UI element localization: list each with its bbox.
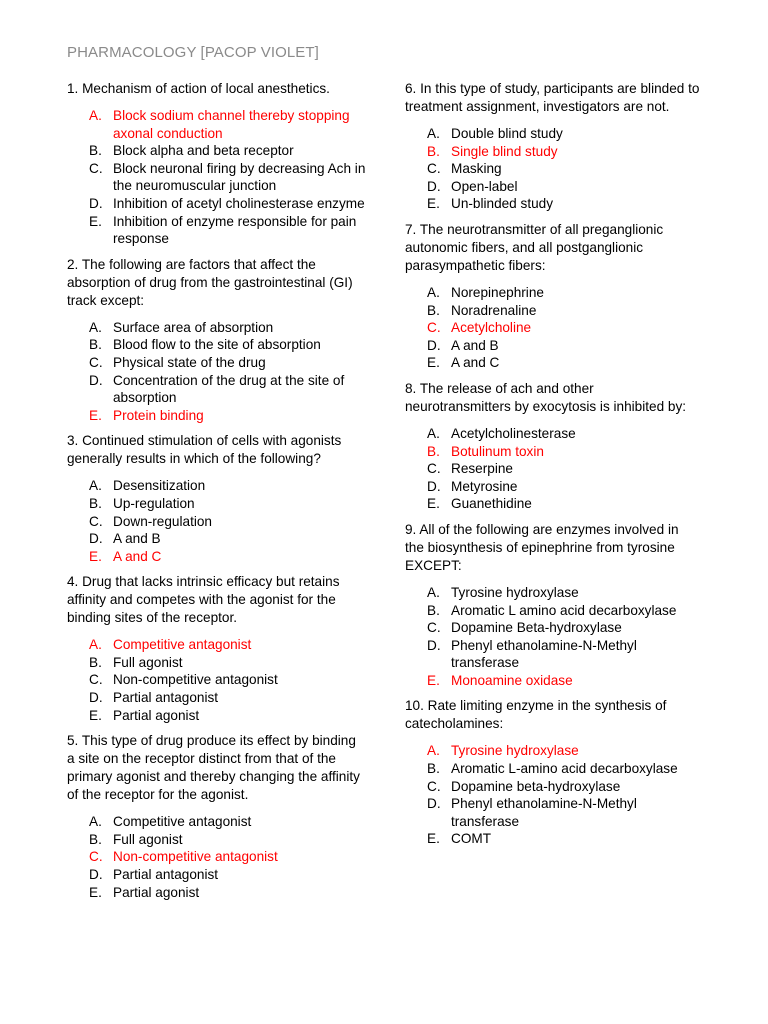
answer-option bbox=[405, 795, 701, 830]
question-text: 2. The following are factors that affect the absorption of drug from the gastrointestinal (GI) track except: bbox=[67, 256, 353, 308]
option-text: COMT bbox=[451, 831, 492, 847]
option-text: Inhibition of acetyl cholinesterase enzyme bbox=[113, 195, 365, 211]
question-block bbox=[405, 80, 701, 213]
option-letter: E. bbox=[89, 884, 102, 900]
option-text: Acetylcholine bbox=[451, 320, 532, 336]
answer-option bbox=[405, 125, 701, 143]
answer-option-correct bbox=[405, 443, 701, 461]
option-text: Block neuronal firing by decreasing Ach in the neuromuscular junction bbox=[113, 160, 366, 194]
answer-option bbox=[67, 513, 367, 531]
option-letter: E. bbox=[89, 213, 102, 229]
option-text: Down-regulation bbox=[113, 513, 212, 529]
answer-option bbox=[67, 213, 367, 248]
option-letter: B. bbox=[427, 143, 440, 159]
option-text: Desensitization bbox=[113, 478, 206, 494]
answer-option-correct bbox=[67, 107, 367, 142]
option-letter: A. bbox=[89, 319, 102, 335]
option-text: A and B bbox=[451, 337, 499, 353]
option-letter: C. bbox=[89, 672, 103, 688]
question-text: 5. This type of drug produce its effect by binding a site on the receptor distinct from that of the primary agonist and thereby changing the affinity of the receptor for the agonist. bbox=[67, 733, 360, 803]
option-text: Norepinephrine bbox=[451, 284, 544, 300]
answer-options bbox=[405, 584, 701, 690]
option-text: Blood flow to the site of absorption bbox=[113, 337, 321, 353]
option-letter: B. bbox=[427, 761, 440, 777]
option-text: Botulinum toxin bbox=[451, 443, 544, 459]
option-letter: A. bbox=[427, 284, 440, 300]
option-letter: B. bbox=[427, 302, 440, 318]
option-letter: A. bbox=[427, 126, 440, 141]
option-letter: C. bbox=[427, 320, 441, 336]
answer-option bbox=[405, 778, 701, 796]
answer-option bbox=[67, 354, 367, 372]
option-text: Open-label bbox=[451, 178, 518, 194]
question-block bbox=[67, 573, 367, 724]
option-letter: E. bbox=[89, 707, 102, 723]
answer-options bbox=[67, 636, 367, 724]
question-text: 9. All of the following are enzymes involved in the biosynthesis of epinephrine from tyrosine EXCEPT: bbox=[405, 521, 679, 573]
question-block bbox=[67, 80, 367, 248]
answer-option bbox=[405, 195, 701, 213]
option-text: Tyrosine hydroxylase bbox=[451, 584, 579, 600]
option-letter: E. bbox=[427, 672, 440, 688]
question-block bbox=[405, 697, 701, 848]
answer-option bbox=[405, 760, 701, 778]
option-letter: B. bbox=[89, 337, 102, 353]
answer-option bbox=[67, 707, 367, 725]
answer-option bbox=[405, 637, 701, 672]
option-text: Dopamine Beta-hydroxylase bbox=[451, 620, 622, 636]
option-text: Phenyl ethanolamine-N-Methyl transferase bbox=[451, 637, 637, 671]
answer-option bbox=[67, 142, 367, 160]
left-column bbox=[67, 80, 367, 909]
question-text: 3. Continued stimulation of cells with agonists generally results in which of the following? bbox=[67, 433, 342, 467]
question-block bbox=[405, 521, 701, 690]
option-letter: C. bbox=[427, 778, 441, 794]
answer-option bbox=[405, 602, 701, 620]
option-text: Dopamine beta-hydroxylase bbox=[451, 778, 621, 794]
option-letter: C. bbox=[427, 161, 441, 177]
question-block bbox=[67, 732, 367, 901]
answer-option bbox=[405, 337, 701, 355]
question-text: 10. Rate limiting enzyme in the synthesis of catecholamines: bbox=[405, 698, 667, 732]
option-letter: B. bbox=[89, 495, 102, 511]
option-letter: A. bbox=[427, 425, 440, 441]
option-letter: A. bbox=[89, 478, 102, 494]
option-text: Metyrosine bbox=[451, 478, 518, 494]
answer-option-correct bbox=[67, 407, 367, 425]
answer-options bbox=[405, 425, 701, 513]
answer-options bbox=[405, 125, 701, 213]
option-letter: A. bbox=[427, 584, 440, 600]
option-text: Un-blinded study bbox=[451, 196, 554, 212]
option-letter: D. bbox=[427, 337, 441, 353]
option-letter: B. bbox=[427, 443, 440, 459]
option-text: Acetylcholinesterase bbox=[451, 425, 576, 441]
option-letter: E. bbox=[89, 407, 102, 423]
option-letter: A. bbox=[89, 814, 102, 830]
option-letter: A. bbox=[89, 108, 102, 123]
option-letter: C. bbox=[427, 461, 441, 477]
option-text: Up-regulation bbox=[113, 495, 195, 511]
answer-option bbox=[67, 530, 367, 548]
option-text: Partial antagonist bbox=[113, 867, 219, 883]
question-block bbox=[405, 380, 701, 513]
option-text: Partial agonist bbox=[113, 707, 200, 723]
answer-option bbox=[67, 831, 367, 849]
option-letter: A. bbox=[89, 637, 102, 653]
answer-option bbox=[405, 584, 701, 602]
option-text: Single blind study bbox=[451, 143, 558, 159]
question-text: 1. Mechanism of action of local anesthetics. bbox=[67, 81, 330, 96]
answer-option bbox=[405, 302, 701, 320]
option-letter: D. bbox=[427, 796, 441, 812]
answer-options bbox=[67, 319, 367, 425]
answer-option bbox=[405, 495, 701, 513]
answer-option bbox=[67, 477, 367, 495]
answer-option-correct bbox=[405, 319, 701, 337]
answer-option-correct bbox=[405, 742, 701, 760]
option-text: Concentration of the drug at the site of absorption bbox=[113, 372, 345, 406]
question-block bbox=[67, 256, 367, 425]
answer-option bbox=[67, 671, 367, 689]
answer-option bbox=[67, 495, 367, 513]
answer-option bbox=[67, 372, 367, 407]
option-letter: C. bbox=[89, 354, 103, 370]
option-letter: C. bbox=[427, 620, 441, 636]
answer-option bbox=[405, 830, 701, 848]
option-text: Tyrosine hydroxylase bbox=[451, 743, 579, 759]
option-text: Partial antagonist bbox=[113, 690, 219, 706]
question-text: 7. The neurotransmitter of all preganglionic autonomic fibers, and all postganglionic parasympathetic fibers: bbox=[405, 221, 664, 273]
answer-option-correct bbox=[67, 848, 367, 866]
answer-option bbox=[67, 195, 367, 213]
page-header: PHARMACOLOGY [PACOP VIOLET] bbox=[67, 44, 319, 61]
answer-option bbox=[405, 619, 701, 637]
option-letter: D. bbox=[89, 372, 103, 388]
option-letter: D. bbox=[89, 531, 103, 547]
option-text: A and C bbox=[451, 355, 500, 371]
answer-options bbox=[405, 284, 701, 372]
answer-option bbox=[67, 689, 367, 707]
option-text: Reserpine bbox=[451, 461, 513, 477]
answer-options bbox=[67, 477, 367, 565]
question-block bbox=[67, 432, 367, 565]
option-letter: D. bbox=[427, 178, 441, 194]
option-text: Double blind study bbox=[451, 126, 563, 141]
option-letter: B. bbox=[89, 654, 102, 670]
option-text: Protein binding bbox=[113, 407, 204, 423]
answer-option bbox=[405, 478, 701, 496]
option-text: Monoamine oxidase bbox=[451, 672, 573, 688]
option-letter: E. bbox=[427, 831, 440, 847]
option-text: Masking bbox=[451, 161, 502, 177]
option-letter: E. bbox=[427, 196, 440, 212]
question-text: 6. In this type of study, participants are blinded to treatment assignment, investigators are not. bbox=[405, 81, 700, 114]
question-block bbox=[405, 221, 701, 372]
option-letter: D. bbox=[427, 637, 441, 653]
option-text: Aromatic L amino acid decarboxylase bbox=[451, 602, 677, 618]
option-text: A and C bbox=[113, 548, 162, 564]
option-letter: D. bbox=[89, 195, 103, 211]
answer-option bbox=[67, 654, 367, 672]
option-text: Competitive antagonist bbox=[113, 814, 252, 830]
option-letter: E. bbox=[427, 355, 440, 371]
answer-option bbox=[405, 460, 701, 478]
option-text: Aromatic L-amino acid decarboxylase bbox=[451, 761, 678, 777]
option-letter: A. bbox=[427, 743, 440, 759]
option-letter: D. bbox=[89, 690, 103, 706]
answer-option bbox=[67, 813, 367, 831]
answer-option bbox=[67, 866, 367, 884]
option-letter: D. bbox=[427, 478, 441, 494]
option-letter: C. bbox=[89, 513, 103, 529]
option-text: Non-competitive antagonist bbox=[113, 849, 278, 865]
option-text: Phenyl ethanolamine-N-Methyl transferase bbox=[451, 796, 637, 829]
answer-option bbox=[67, 884, 367, 902]
answer-option bbox=[67, 160, 367, 195]
option-text: Partial agonist bbox=[113, 884, 200, 900]
answer-option bbox=[405, 425, 701, 443]
answer-option-correct bbox=[67, 548, 367, 566]
option-text: Noradrenaline bbox=[451, 302, 537, 318]
option-text: Competitive antagonist bbox=[113, 637, 252, 653]
question-text: 8. The release of ach and other neurotransmitters by exocytosis is inhibited by: bbox=[405, 380, 687, 414]
option-letter: C. bbox=[89, 849, 103, 865]
option-text: Block alpha and beta receptor bbox=[113, 143, 294, 159]
option-text: Physical state of the drug bbox=[113, 354, 266, 370]
answer-option-correct bbox=[405, 143, 701, 161]
answer-options bbox=[405, 742, 701, 848]
answer-options bbox=[67, 107, 367, 248]
option-letter: D. bbox=[89, 867, 103, 883]
question-text: 4. Drug that lacks intrinsic efficacy but retains affinity and competes with the agonist for the binding sites of the receptor. bbox=[67, 574, 340, 626]
option-letter: B. bbox=[89, 143, 102, 159]
answer-options bbox=[67, 813, 367, 901]
option-text: Block sodium channel thereby stopping axonal conduction bbox=[113, 108, 350, 141]
option-text: Non-competitive antagonist bbox=[113, 672, 278, 688]
option-text: Full agonist bbox=[113, 654, 183, 670]
option-letter: E. bbox=[89, 548, 102, 564]
answer-option-correct bbox=[405, 672, 701, 690]
answer-option bbox=[405, 354, 701, 372]
answer-option bbox=[405, 284, 701, 302]
right-column bbox=[405, 80, 701, 856]
answer-option bbox=[67, 336, 367, 354]
answer-option bbox=[405, 178, 701, 196]
option-letter: B. bbox=[89, 831, 102, 847]
option-text: A and B bbox=[113, 531, 161, 547]
answer-option-correct bbox=[67, 636, 367, 654]
option-text: Full agonist bbox=[113, 831, 183, 847]
option-text: Guanethidine bbox=[451, 496, 532, 512]
option-letter: E. bbox=[427, 496, 440, 512]
answer-option bbox=[405, 160, 701, 178]
option-letter: C. bbox=[89, 160, 103, 176]
option-letter: B. bbox=[427, 602, 440, 618]
answer-option bbox=[67, 319, 367, 337]
option-text: Surface area of absorption bbox=[113, 319, 274, 335]
option-text: Inhibition of enzyme responsible for pain response bbox=[113, 213, 357, 247]
